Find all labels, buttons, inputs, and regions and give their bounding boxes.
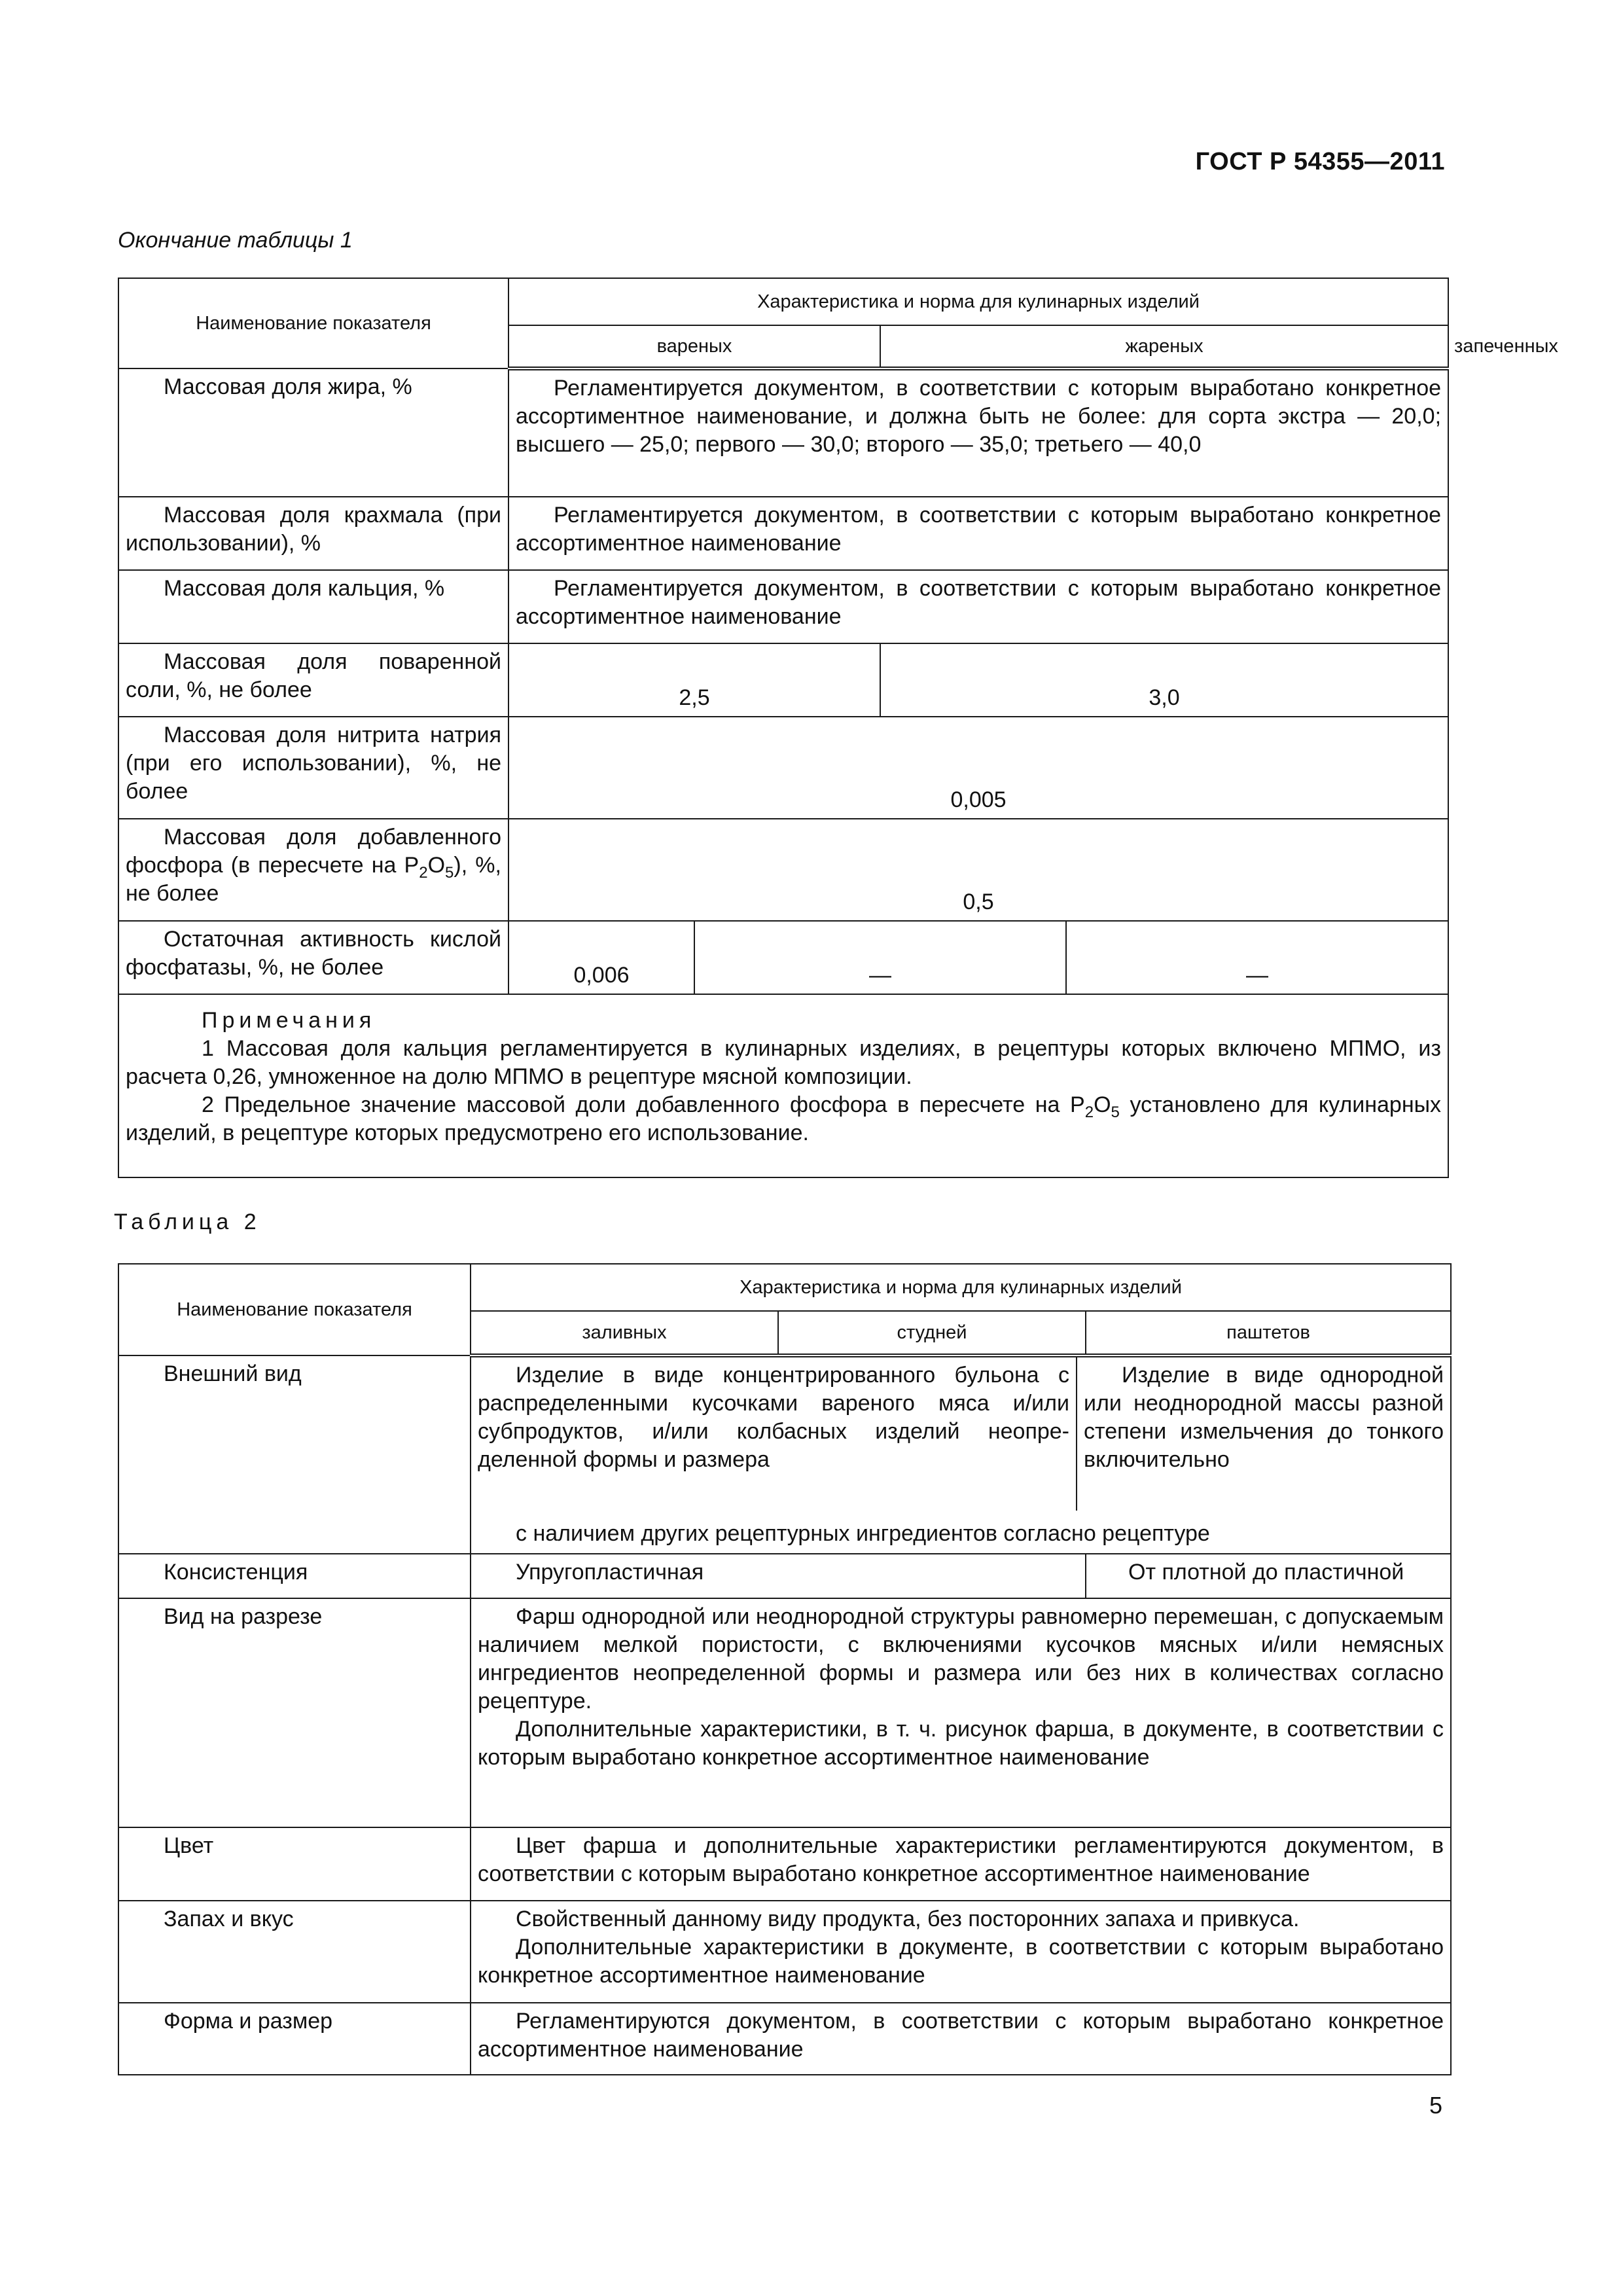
table-row [118,570,1448,643]
table2 [118,1263,1452,2075]
row-name-starch: Массовая доля крахмала (при использовании), % [118,497,508,570]
row-value-fat: Регламентируется документом, в соответствии с которым выработано конкретное ассортиментное наименование, и должна быть не более: для сорта экстра — 20,0; высшего — 25,0; первого — 30,0; второго — 35,0; третьего — 40,0 [508,368,1448,497]
table1-subheader-fried: жареных [880,325,1448,368]
row-name-nitrite: Массовая доля нитрита натрия (при его использовании), %, не более [118,717,508,819]
table-row [118,819,1448,921]
appearance-pate: Изделие в виде однородной или неоднородной массы разной степени измельчения до тонкого включительно [1084,1363,1444,1472]
table-row [118,497,1448,570]
row-value-consistency-aspic-jelly: Упругопластичная [471,1554,1086,1598]
row-value-salt-boiled: 2,5 [508,643,880,717]
row-name-consistency: Консистенция [118,1554,471,1598]
smell-taste-paragraph-1: Свойственный данному виду продукта, без посторонних запаха и привкуса. [516,1907,1300,1931]
row-value-shape-size: Регламентируются документом, в соответствии с которым выработано конкретное ассортиментное наименование [471,2003,1451,2075]
document-code: ГОСТ Р 54355—2011 [1195,148,1445,175]
table1-group-header: Характеристика и норма для кулинарных изделий [508,278,1448,325]
table-row [118,643,1448,717]
table2-subheader-jelly: студней [778,1311,1086,1355]
table-row [118,1355,1451,1554]
note-1: 1 Массовая доля кальция регламентируется в кулинарных изделиях, в рецептуры которых включено МПМО, из расчета 0,26, умноженное на долю МПМО в рецептуре мясной композиции. [126,1036,1442,1089]
row-name-cut-view: Вид на разрезе [118,1598,471,1827]
table-row [118,1827,1451,1901]
row-value-phosphatase-fried: — [694,921,1066,994]
table1-caption: Окончание таблицы 1 [118,228,353,253]
table1-notes [118,994,1448,1177]
row-value-phosphatase-boiled: 0,006 [508,921,694,994]
table-row [118,1901,1451,2003]
table-row [118,1554,1451,1598]
row-name-phosphorus: Массовая доля добавленного фосфора (в пересчете на $P_2O_5$), %, не более [118,819,508,921]
note-2: 2 Предельное значение массовой доли добавленного фосфора в пересчете на $P_2O_5$ установлено для кулинарных изделий, в рецептуре которых предусмотрено его использование. [126,1092,1442,1145]
row-name-appearance: Внешний вид [118,1355,471,1554]
table1: Наименование показателя Характеристика и норма для кулинарных изделий вареных жареных запеченных Массовая доля жира, % Регламентируется документом, в соответствии с которым выработано конкретное ассортиментное наименование, и должна быть не более: для сорта экстра — 20,0; высшего — 25,0; первого — 30,0; второго — 35,0; третьего — 40,0 Массовая доля крахмала (при использовании), % Регламентируется документом, в соответствии с которым выработано конкретное ассортиментное наименование Массовая доля кальция, % Регламентируется документом, в соответствии с которым выработано конкретное ассортиментное наименование Массовая доля поваренной соли, %, не более 2,5 3,0 Массовая доля нитрита натрия (при его использовании), %, не более 0,005 Массовая доля добавленного фосфора (в пересчете на $P_2O_5$), %, не более 0,5 Остаточная активность кислой фосфатазы, %, не более 0,006 — — Примечания 1 Массовая доля кальция регламентируется в кулинарных изделиях, в рецептуры которых включено МПМО, из расчета 0,26, умноженное на долю МПМО в рецептуре мясной композиции. 2 Предельное значение массовой доли добавленного фосфора в пересчете на $P_2O_5$ установлено для кулинарных изделий, в рецептуре которых предусмотрено его использование. [118,278,1449,1178]
table1-subheader-boiled: вареных [508,325,880,368]
row-value-phosphorus: 0,5 [508,819,1448,921]
smell-taste-paragraph-2: Дополнительные характеристики в документе, в соответствии с которым выработано конкретное ассортиментное наименование [478,1935,1444,1988]
row-name-shape-size: Форма и размер [118,2003,471,2075]
row-value-nitrite: 0,005 [508,717,1448,819]
row-value-smell-taste [471,1901,1451,2003]
row-name-phosphatase: Остаточная активность кислой фосфатазы, %, не более [118,921,508,994]
row-name-color: Цвет [118,1827,471,1901]
row-value-consistency-pate: От плотной до пластичной [1086,1554,1451,1598]
row-name-salt: Массовая доля поваренной соли, %, не более [118,643,508,717]
table-row [118,717,1448,819]
row-value-color: Цвет фарша и дополнительные характеристики регламентируются документом, в соответствии с которым выработано конкретное ассортиментное наименование [471,1827,1451,1901]
table2-subheader-aspic: заливных [471,1311,778,1355]
table-row [118,368,1448,497]
row-name-smell-taste: Запах и вкус [118,1901,471,2003]
notes-title: Примечания [202,1008,376,1033]
table1-col-name-header: Наименование показателя [118,278,508,368]
page-number: 5 [1429,2092,1442,2119]
table2-subheader-pate: паштетов [1086,1311,1451,1355]
cut-view-paragraph-1: Фарш однородной или неоднородной структуры равномерно перемешан, с допускаемым наличием мелкой пористости, с включениями кусочков мясных и/или немясных ингредиентов неопределенной формы и размера или без них в количествах согласно рецептуре. [478,1604,1444,1713]
appearance-aspic-jelly: Изделие в виде концентрированного бульона с распределенными кусочками вареного мяса и/или субпродуктов, и/или колбасных изделий неопределенной формы и размера [471,1357,1077,1511]
row-value-cut-view [471,1598,1451,1827]
table2-caption: Таблица 2 [114,1210,261,1234]
row-value-starch: Регламентируется документом, в соответствии с которым выработано конкретное ассортиментное наименование [508,497,1448,570]
row-value-salt-other: 3,0 [880,643,1448,717]
row-value-appearance [471,1355,1451,1554]
table2-group-header: Характеристика и норма для кулинарных изделий [471,1264,1451,1311]
cut-view-paragraph-2: Дополнительные характеристики, в т. ч. рисунок фарша, в документе, в соответствии с которым выработано конкретное ассортиментное наименование [478,1717,1444,1770]
row-value-phosphatase-baked: — [1066,921,1448,994]
row-name-calcium: Массовая доля кальция, % [118,570,508,643]
row-name-fat: Массовая доля жира, % [118,368,508,497]
table-row [118,2003,1451,2075]
appearance-common: с наличием других рецептурных ингредиентов согласно рецептуре [516,1521,1210,1546]
table2-col-name-header: Наименование показателя [118,1264,471,1355]
row-value-calcium: Регламентируется документом, в соответствии с которым выработано конкретное ассортиментное наименование [508,570,1448,643]
table-row [118,1598,1451,1827]
table-row [118,921,1448,994]
